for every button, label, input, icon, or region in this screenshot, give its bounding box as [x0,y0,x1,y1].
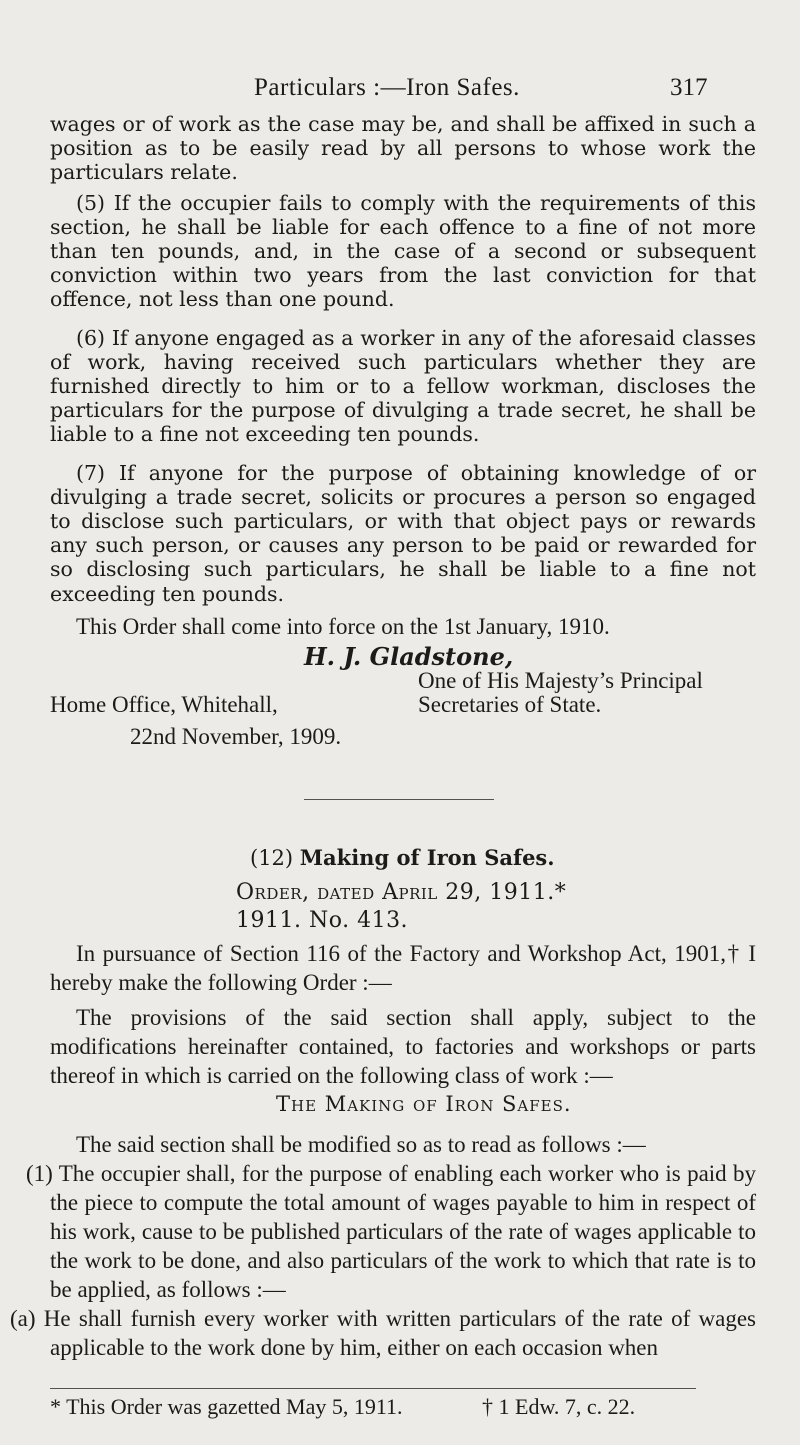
section-title: Making of Iron Safes. [299,845,555,871]
paragraph-6: (6) If anyone engaged as a worker in any of the aforesaid classes of work, having received such particulars whether they are furnished directly to him or to a fellow workman, discloses the particulars for the purpose of divulging a trade secret, he shall be liable to a fine not exceeding ten pounds. [50,325,756,447]
page-body [10,112,757,1362]
clause-a [10,1304,757,1362]
section-number: (12) [250,846,294,871]
clause-1-number: (1) [26,1161,53,1187]
issuing-office: Home Office, Whitehall, [50,692,278,718]
signature-date: 22nd November, 1909. [130,724,342,750]
provisions-paragraph: The provisions of the said section shall apply, subject to the modifications hereinafter contained, to factories and workshops or parts thereof in which is carried on the following class of work :— [50,1005,756,1089]
running-title: Particulars :—Iron Safes. [254,74,520,101]
footnote-rule [50,1388,696,1389]
signatory-role-line1: One of His Majesty’s Principal [418,668,703,694]
clause-1-text: The occupier shall, for the purpose of enabling each worker who is paid by the piece to compute the total amount of wages payable to him in respect of his work, cause to be published particulars of the rate of wages applicable to the work to be done, and also particulars of the work to which that rate is to be applied, as follows :— [50,1161,756,1303]
running-header [0,74,800,104]
section-divider [304,799,494,800]
pursuance-paragraph: In pursuance of Section 116 of the Factory and Workshop Act, 1901,† I hereby make the following Order :— [50,941,756,996]
modification-paragraph: The said section shall be modified so as to read as follows :— [76,1132,646,1158]
paragraph-5: (5) If the occupier fails to comply with the requirements of this section, he shall be liable for each offence to a fine of not more than ten pounds, and, in the case of a second or subsequent conviction within two years from the last conviction for that offence, not less than one pound. [50,190,756,312]
signatory-role-line2: Secretaries of State. [418,692,602,718]
footnote-dagger: † 1 Edw. 7, c. 22. [482,1394,636,1419]
page-number: 317 [670,74,708,101]
class-of-work: The Making of Iron Safes. [276,1092,572,1117]
section-heading [250,846,756,870]
signature-row [50,693,756,723]
clause-a-number: (a) [10,1306,36,1332]
order-date-line: Order, dated April 29, 1911.* [236,879,567,905]
paragraph-intro: wages or of work as the case may be, and shall be affixed in such a position as to be easily read by all persons to whose work the particulars relate. [50,112,756,185]
clause-a-text: He shall furnish every worker with written particulars of the rate of wages applicable to the work done by him, either on each occasion when [43,1306,757,1361]
order-number: 1911. No. 413. [236,907,409,933]
clause-1 [26,1159,756,1304]
paragraph-7: (7) If anyone for the purpose of obtaining knowledge of or divulging a trade secret, solicits or procures a person so engaged to disclose such particulars, or with that object pays or rewards any such person, or causes any person to be paid or rewarded for so disclosing such particulars, he shall be liable to a fine not exceeding ten pounds. [50,460,756,606]
signatory-name: H. J. Gladstone, [304,641,514,671]
order-effective-date: This Order shall come into force on the 1st January, 1910. [76,613,610,639]
footnote-star: * This Order was gazetted May 5, 1911. [50,1394,403,1419]
footnotes [50,1394,756,1424]
